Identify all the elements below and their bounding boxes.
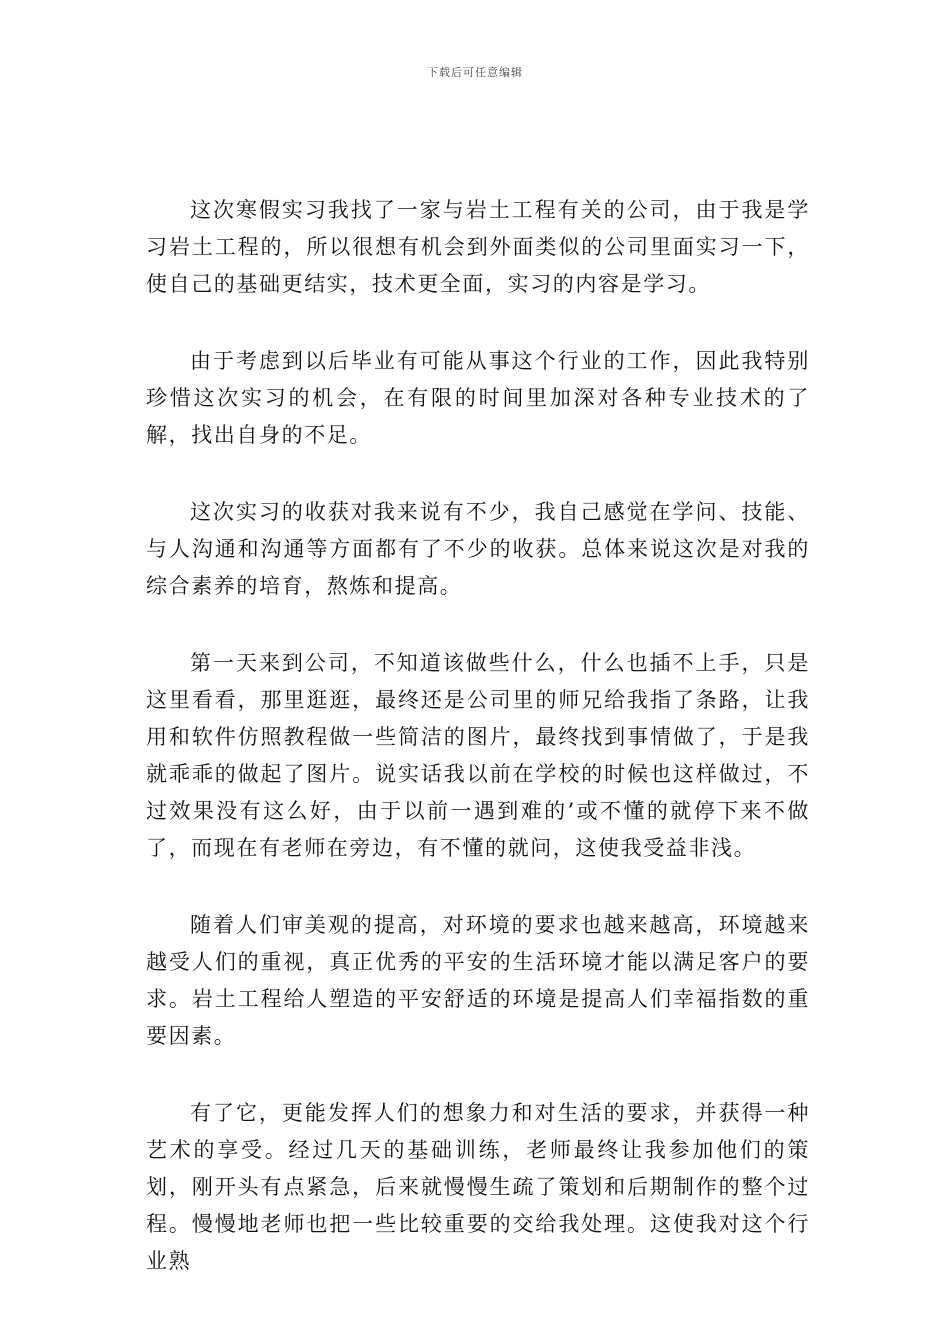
paragraph-2: 由于考虑到以后毕业有可能从事这个行业的工作，因此我特别珍惜这次实习的机会，在有限的时间里加深对各种专业技术的了解，找出自身的不足。: [146, 349, 810, 447]
paragraph-1: 这次寒假实习我找了一家与岩土工程有关的公司，由于我是学习岩土工程的，所以很想有机会到外面类似的公司里面实习一下，使自己的基础更结实，技术更全面，实习的内容是学习。: [146, 198, 810, 296]
document-body: [146, 192, 810, 1320]
paragraph-6: 有了它，更能发挥人们的想象力和对生活的要求，并获得一种艺术的享受。经过几天的基础训练，老师最终让我参加他们的策划，刚开头有点紧急，后来就慢慢生疏了策划和后期制作的整个过程。慢慢地老师也把一些比较重要的交给我处理。这使我对这个行业熟: [146, 1101, 810, 1273]
paragraph-4: 第一天来到公司，不知道该做些什么，什么也插不上手，只是这里看看，那里逛逛，最终还是公司里的师兄给我指了条路，让我用和软件仿照教程做一些简洁的图片，最终找到事情做了，于是我就乖乖的做起了图片。说实话我以前在学校的时候也这样做过，不过效果没有这么好，由于以前一遇到难的’或不懂的就停下来不做了，而现在有老师在旁边，有不懂的就问，这使我受益非浅。: [146, 651, 810, 860]
paragraph-3: 这次实习的收获对我来说有不少，我自己感觉在学问、技能、与人沟通和沟通等方面都有了不少的收获。总体来说这次是对我的综合素养的培育，熬炼和提高。: [146, 500, 810, 598]
page-header: 下载后可任意编辑: [427, 66, 523, 79]
paragraph-5: 随着人们审美观的提高，对环境的要求也越来越高，环境越来越受人们的重视，真正优秀的平安的生活环境才能以满足客户的要求。岩土工程给人塑造的平安舒适的环境是提高人们幸福指数的重要因素。: [146, 913, 810, 1048]
